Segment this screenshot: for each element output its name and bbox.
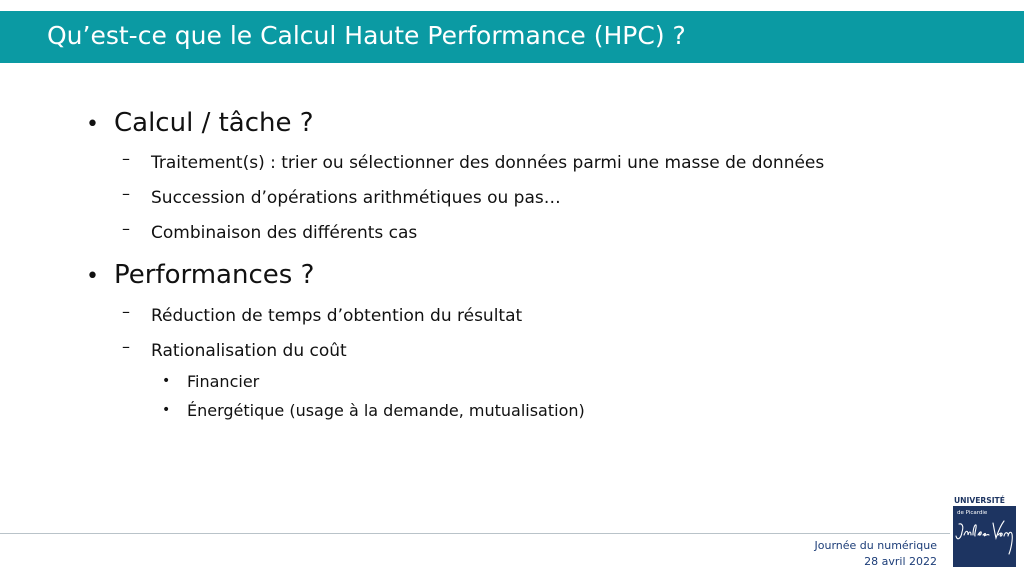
footer-divider [0,533,950,534]
list-item [122,302,523,327]
university-logo [953,494,1016,567]
footer-date: 28 avril 2022 [864,555,937,568]
bullet-icon: • [162,402,171,418]
section-heading-performances [86,260,314,292]
list-item [122,219,418,244]
slide-title: Qu’est-ce que le Calcul Haute Performance (HPC) ? [47,21,686,50]
footer-event-name: Journée du numérique [814,539,937,552]
section-heading-text: Calcul / tâche ? [114,108,314,138]
logo-picardie-text: de Picardie [957,510,988,516]
sub-list-item-text: Énergétique (usage à la demande, mutualisation) [187,401,585,420]
list-item-text: Succession d’opérations arithmétiques ou pas… [151,188,561,208]
list-item [122,184,561,209]
bullet-icon: • [86,264,99,289]
dash-icon: – [122,302,130,321]
list-item-text: Rationalisation du coût [151,341,347,361]
logo-university-text: UNIVERSITÉ [954,496,1005,505]
section-heading-calcul [86,108,314,140]
bullet-icon: • [86,112,99,137]
list-item-text: Traitement(s) : trier ou sélectionner des données parmi une masse de données [151,153,825,173]
bullet-icon: • [162,373,171,389]
sub-list-item-text: Financier [187,372,260,391]
list-item-text: Réduction de temps d’obtention du résultat [151,306,523,326]
sub-list-item [162,372,259,393]
sub-list-item [162,401,585,422]
list-item [122,149,825,174]
section-heading-text: Performances ? [114,260,315,290]
list-item-text: Combinaison des différents cas [151,223,418,243]
dash-icon: – [122,149,130,168]
dash-icon: – [122,337,130,356]
dash-icon: – [122,219,130,238]
dash-icon: – [122,184,130,203]
list-item [122,337,347,362]
